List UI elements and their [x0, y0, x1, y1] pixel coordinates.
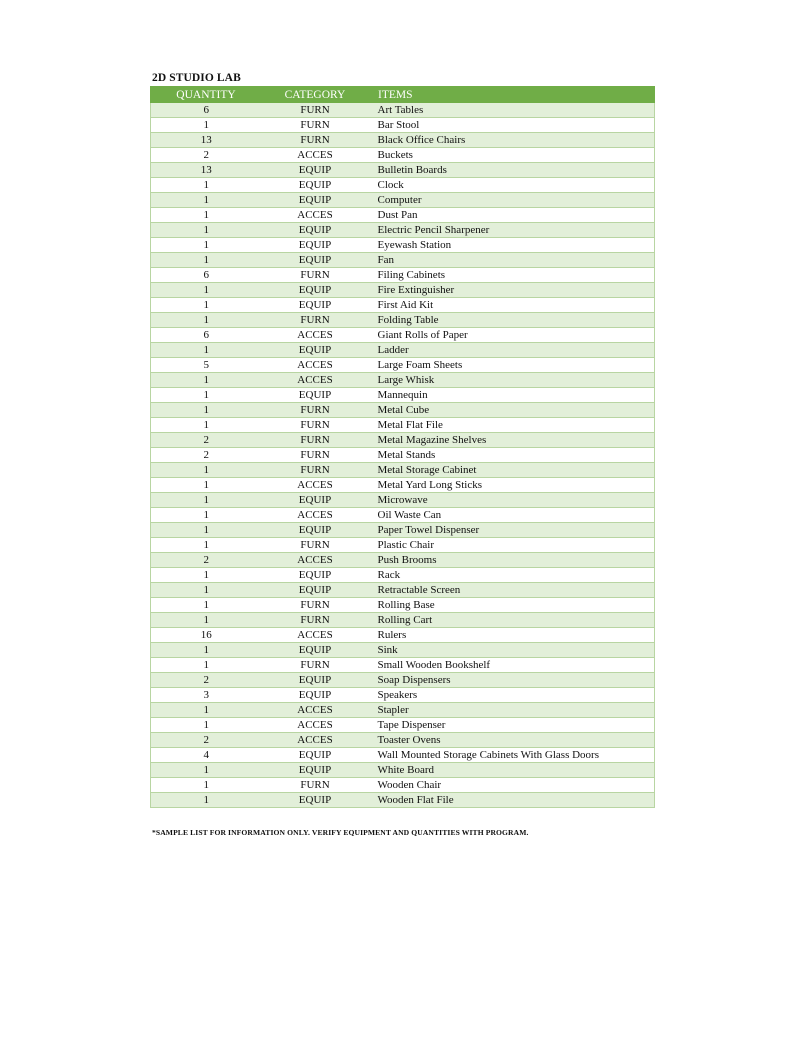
- table-row: [151, 793, 655, 808]
- table-row: [151, 163, 655, 178]
- table-row: [151, 268, 655, 283]
- table-row: [151, 343, 655, 358]
- item-cell: Wooden Flat File: [369, 793, 655, 808]
- category-cell: EQUIP: [262, 283, 369, 298]
- quantity-cell: 2: [151, 673, 262, 688]
- category-cell: FURN: [262, 448, 369, 463]
- table-row: [151, 493, 655, 508]
- category-cell: EQUIP: [262, 223, 369, 238]
- category-cell: EQUIP: [262, 493, 369, 508]
- category-cell: FURN: [262, 598, 369, 613]
- item-cell: Rolling Base: [369, 598, 655, 613]
- table-row: [151, 703, 655, 718]
- table-row: [151, 433, 655, 448]
- category-cell: EQUIP: [262, 298, 369, 313]
- quantity-cell: 1: [151, 643, 262, 658]
- quantity-cell: 1: [151, 238, 262, 253]
- table-row: [151, 103, 655, 118]
- table-row: [151, 148, 655, 163]
- table-row: [151, 193, 655, 208]
- item-cell: Tape Dispenser: [369, 718, 655, 733]
- item-cell: Small Wooden Bookshelf: [369, 658, 655, 673]
- item-cell: Giant Rolls of Paper: [369, 328, 655, 343]
- quantity-cell: 1: [151, 478, 262, 493]
- item-cell: Eyewash Station: [369, 238, 655, 253]
- category-cell: ACCES: [262, 628, 369, 643]
- item-cell: Large Foam Sheets: [369, 358, 655, 373]
- table-row: [151, 223, 655, 238]
- category-cell: EQUIP: [262, 388, 369, 403]
- quantity-cell: 1: [151, 193, 262, 208]
- item-cell: Mannequin: [369, 388, 655, 403]
- quantity-cell: 1: [151, 793, 262, 808]
- quantity-cell: 1: [151, 703, 262, 718]
- table-row: [151, 583, 655, 598]
- table-row: [151, 643, 655, 658]
- table-row: [151, 778, 655, 793]
- category-cell: EQUIP: [262, 748, 369, 763]
- quantity-cell: 1: [151, 178, 262, 193]
- table-row: [151, 283, 655, 298]
- category-cell: EQUIP: [262, 193, 369, 208]
- quantity-cell: 2: [151, 448, 262, 463]
- quantity-cell: 1: [151, 598, 262, 613]
- quantity-cell: 1: [151, 538, 262, 553]
- category-cell: EQUIP: [262, 163, 369, 178]
- item-cell: Metal Stands: [369, 448, 655, 463]
- category-cell: EQUIP: [262, 253, 369, 268]
- table-header: [151, 87, 655, 103]
- category-cell: FURN: [262, 778, 369, 793]
- item-cell: Stapler: [369, 703, 655, 718]
- quantity-cell: 1: [151, 493, 262, 508]
- item-cell: Rack: [369, 568, 655, 583]
- table-row: [151, 358, 655, 373]
- item-cell: Microwave: [369, 493, 655, 508]
- quantity-cell: 1: [151, 253, 262, 268]
- quantity-cell: 1: [151, 118, 262, 133]
- item-cell: Metal Flat File: [369, 418, 655, 433]
- page-title: 2D STUDIO LAB: [152, 72, 241, 84]
- category-cell: ACCES: [262, 703, 369, 718]
- category-cell: EQUIP: [262, 583, 369, 598]
- category-cell: EQUIP: [262, 763, 369, 778]
- item-cell: Wooden Chair: [369, 778, 655, 793]
- category-cell: EQUIP: [262, 643, 369, 658]
- item-cell: Oil Waste Can: [369, 508, 655, 523]
- category-cell: EQUIP: [262, 568, 369, 583]
- quantity-cell: 1: [151, 313, 262, 328]
- quantity-cell: 16: [151, 628, 262, 643]
- column-header-category: CATEGORY: [262, 87, 369, 103]
- category-cell: ACCES: [262, 148, 369, 163]
- item-cell: Metal Yard Long Sticks: [369, 478, 655, 493]
- category-cell: FURN: [262, 313, 369, 328]
- item-cell: Toaster Ovens: [369, 733, 655, 748]
- table-row: [151, 208, 655, 223]
- quantity-cell: 1: [151, 208, 262, 223]
- quantity-cell: 1: [151, 613, 262, 628]
- item-cell: Electric Pencil Sharpener: [369, 223, 655, 238]
- item-cell: Art Tables: [369, 103, 655, 118]
- quantity-cell: 1: [151, 418, 262, 433]
- table-row: [151, 658, 655, 673]
- item-cell: Paper Towel Dispenser: [369, 523, 655, 538]
- table-row: [151, 553, 655, 568]
- quantity-cell: 6: [151, 268, 262, 283]
- item-cell: Large Whisk: [369, 373, 655, 388]
- quantity-cell: 1: [151, 718, 262, 733]
- category-cell: FURN: [262, 658, 369, 673]
- category-cell: FURN: [262, 103, 369, 118]
- item-cell: Bar Stool: [369, 118, 655, 133]
- category-cell: EQUIP: [262, 688, 369, 703]
- item-cell: White Board: [369, 763, 655, 778]
- header-row: [151, 87, 655, 103]
- category-cell: EQUIP: [262, 523, 369, 538]
- table-row: [151, 748, 655, 763]
- item-cell: Bulletin Boards: [369, 163, 655, 178]
- table-row: [151, 178, 655, 193]
- item-cell: Soap Dispensers: [369, 673, 655, 688]
- category-cell: EQUIP: [262, 673, 369, 688]
- category-cell: FURN: [262, 133, 369, 148]
- category-cell: ACCES: [262, 508, 369, 523]
- item-cell: Black Office Chairs: [369, 133, 655, 148]
- quantity-cell: 1: [151, 583, 262, 598]
- quantity-cell: 1: [151, 463, 262, 478]
- item-cell: Speakers: [369, 688, 655, 703]
- category-cell: ACCES: [262, 358, 369, 373]
- category-cell: ACCES: [262, 373, 369, 388]
- quantity-cell: 1: [151, 343, 262, 358]
- table-row: [151, 133, 655, 148]
- category-cell: EQUIP: [262, 178, 369, 193]
- column-header-quantity: QUANTITY: [151, 87, 262, 103]
- table-row: [151, 448, 655, 463]
- quantity-cell: 2: [151, 733, 262, 748]
- footnote: *SAMPLE LIST FOR INFORMATION ONLY. VERIFY EQUIPMENT AND QUANTITIES WITH PROGRAM.: [152, 828, 529, 837]
- category-cell: EQUIP: [262, 793, 369, 808]
- table-row: [151, 628, 655, 643]
- item-cell: Rulers: [369, 628, 655, 643]
- category-cell: FURN: [262, 268, 369, 283]
- table-row: [151, 568, 655, 583]
- quantity-cell: 1: [151, 403, 262, 418]
- category-cell: FURN: [262, 613, 369, 628]
- category-cell: FURN: [262, 418, 369, 433]
- item-cell: Computer: [369, 193, 655, 208]
- table-row: [151, 253, 655, 268]
- item-cell: Metal Cube: [369, 403, 655, 418]
- quantity-cell: 1: [151, 568, 262, 583]
- table-row: [151, 523, 655, 538]
- category-cell: EQUIP: [262, 238, 369, 253]
- item-cell: Clock: [369, 178, 655, 193]
- quantity-cell: 1: [151, 508, 262, 523]
- item-cell: Rolling Cart: [369, 613, 655, 628]
- item-cell: Fan: [369, 253, 655, 268]
- quantity-cell: 1: [151, 373, 262, 388]
- category-cell: ACCES: [262, 328, 369, 343]
- table-row: [151, 373, 655, 388]
- item-cell: Metal Storage Cabinet: [369, 463, 655, 478]
- table-row: [151, 298, 655, 313]
- item-cell: Buckets: [369, 148, 655, 163]
- quantity-cell: 1: [151, 763, 262, 778]
- table-row: [151, 673, 655, 688]
- quantity-cell: 13: [151, 163, 262, 178]
- quantity-cell: 1: [151, 223, 262, 238]
- quantity-cell: 5: [151, 358, 262, 373]
- table-row: [151, 313, 655, 328]
- item-cell: Filing Cabinets: [369, 268, 655, 283]
- table-row: [151, 238, 655, 253]
- table-row: [151, 403, 655, 418]
- category-cell: FURN: [262, 118, 369, 133]
- category-cell: FURN: [262, 403, 369, 418]
- quantity-cell: 1: [151, 658, 262, 673]
- table-row: [151, 688, 655, 703]
- quantity-cell: 13: [151, 133, 262, 148]
- table-row: [151, 613, 655, 628]
- quantity-cell: 6: [151, 328, 262, 343]
- category-cell: ACCES: [262, 478, 369, 493]
- quantity-cell: 2: [151, 148, 262, 163]
- table-row: [151, 328, 655, 343]
- item-cell: Metal Magazine Shelves: [369, 433, 655, 448]
- item-cell: Dust Pan: [369, 208, 655, 223]
- table-row: [151, 718, 655, 733]
- item-cell: Fire Extinguisher: [369, 283, 655, 298]
- quantity-cell: 1: [151, 298, 262, 313]
- category-cell: ACCES: [262, 718, 369, 733]
- item-cell: Ladder: [369, 343, 655, 358]
- column-header-items: ITEMS: [369, 87, 655, 103]
- table-row: [151, 418, 655, 433]
- table-row: [151, 388, 655, 403]
- item-cell: Wall Mounted Storage Cabinets With Glass Doors: [369, 748, 655, 763]
- table-body: [151, 103, 655, 808]
- category-cell: ACCES: [262, 208, 369, 223]
- quantity-cell: 3: [151, 688, 262, 703]
- quantity-cell: 2: [151, 553, 262, 568]
- table-row: [151, 538, 655, 553]
- quantity-cell: 6: [151, 103, 262, 118]
- category-cell: ACCES: [262, 553, 369, 568]
- item-cell: Push Brooms: [369, 553, 655, 568]
- category-cell: FURN: [262, 463, 369, 478]
- quantity-cell: 2: [151, 433, 262, 448]
- category-cell: EQUIP: [262, 343, 369, 358]
- category-cell: FURN: [262, 538, 369, 553]
- table-row: [151, 763, 655, 778]
- table-row: [151, 478, 655, 493]
- item-cell: First Aid Kit: [369, 298, 655, 313]
- quantity-cell: 1: [151, 283, 262, 298]
- category-cell: FURN: [262, 433, 369, 448]
- table-row: [151, 508, 655, 523]
- item-cell: Folding Table: [369, 313, 655, 328]
- quantity-cell: 1: [151, 388, 262, 403]
- table-row: [151, 733, 655, 748]
- category-cell: ACCES: [262, 733, 369, 748]
- item-cell: Retractable Screen: [369, 583, 655, 598]
- table-row: [151, 598, 655, 613]
- quantity-cell: 1: [151, 523, 262, 538]
- inventory-table: [150, 86, 655, 808]
- table-row: [151, 463, 655, 478]
- quantity-cell: 4: [151, 748, 262, 763]
- quantity-cell: 1: [151, 778, 262, 793]
- item-cell: Plastic Chair: [369, 538, 655, 553]
- item-cell: Sink: [369, 643, 655, 658]
- table-row: [151, 118, 655, 133]
